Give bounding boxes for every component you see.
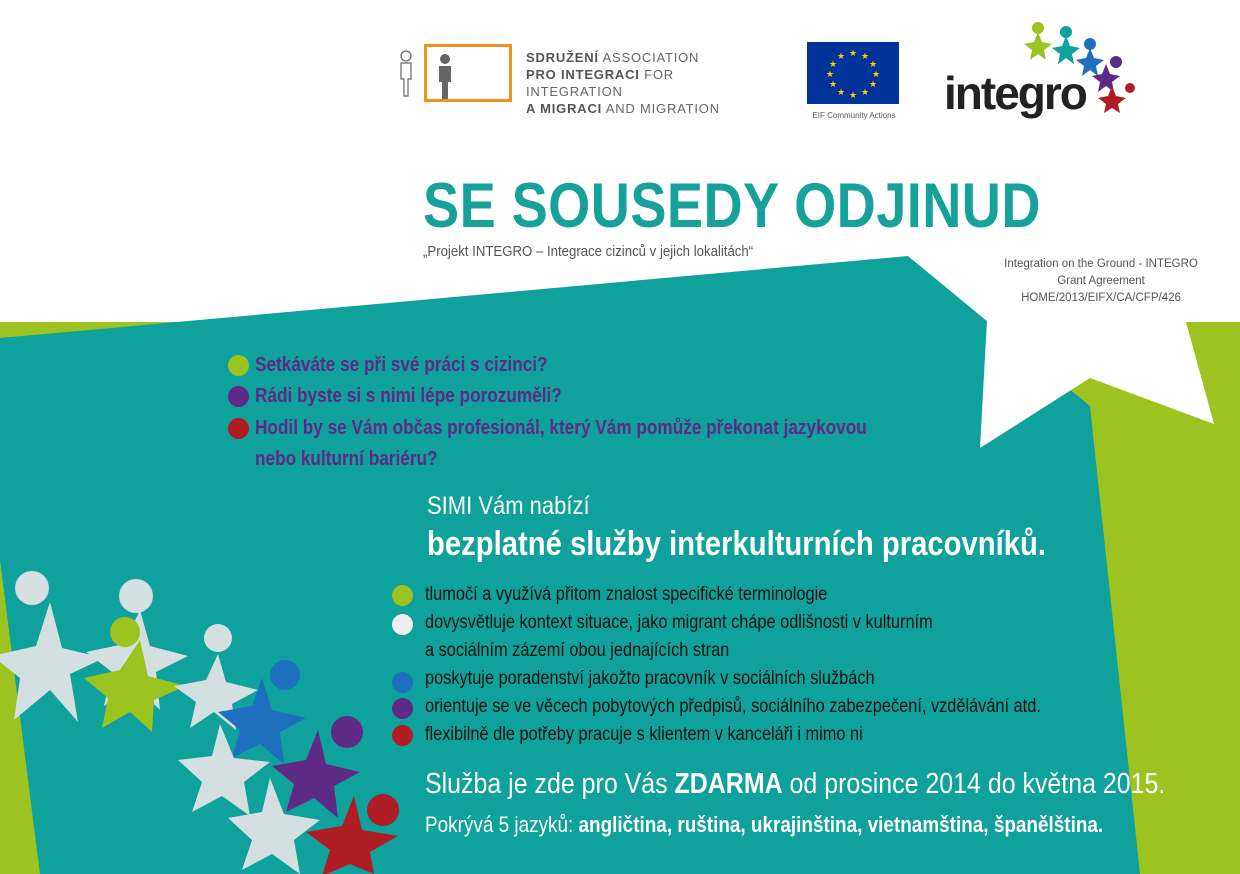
bullet-blue	[392, 672, 413, 693]
service-item: flexibilně dle potřeby pracuje s klientem v kanceláři i mimo ni	[425, 724, 863, 745]
person-outline-icon	[396, 50, 416, 98]
page-title: SE SOUSEDY ODJINUD	[423, 171, 1041, 241]
svg-text:★: ★	[825, 70, 835, 80]
svg-text:★: ★	[848, 91, 858, 101]
svg-text:★: ★	[860, 52, 870, 62]
question-3: Hodil by se Vám občas profesionál, který Vám pomůže překonat jazykovou	[255, 417, 867, 439]
svg-text:★: ★	[848, 49, 858, 59]
free-service-notice: Služba je zde pro Vás ZDARMA od prosince 2014 do května 2015.	[425, 768, 1166, 800]
question-bullet-red	[228, 418, 249, 439]
eu-caption: EIF Community Actions	[812, 111, 896, 120]
association-line: PRO INTEGRACI FOR INTEGRATION	[526, 67, 674, 99]
decorative-people-stars	[0, 560, 400, 874]
association-line: SDRUŽENÍ ASSOCIATION	[526, 50, 700, 65]
languages-notice: Pokrývá 5 jazyků: angličtina, ruština, ukrajinština, vietnamština, španělština.	[425, 812, 1104, 837]
person-silhouette-icon	[435, 53, 455, 99]
simi-logo	[396, 42, 766, 116]
service-item: poskytuje poradenství jakožto pracovník v sociálních službách	[425, 668, 875, 689]
association-line: A MIGRACI AND MIGRATION	[526, 101, 720, 116]
bullet-purple	[392, 698, 413, 719]
svg-text:★: ★	[836, 52, 846, 62]
association-name	[526, 49, 766, 117]
service-item-continued: a sociálním zázemí obou jednajících stran	[425, 640, 730, 661]
grant-line-1: Integration on the Ground - INTEGRO	[1004, 258, 1198, 270]
integro-logo	[940, 18, 1140, 133]
eu-flag-icon	[807, 42, 899, 104]
lime-person	[84, 617, 186, 732]
service-item: orientuje se ve věcech pobytových předpisů, sociálního zabezpečení, vzdělávání atd.	[425, 696, 1041, 717]
svg-text:★: ★	[828, 80, 838, 90]
question-3-continued: nebo kulturní bariéru?	[255, 448, 438, 470]
svg-text:★: ★	[868, 80, 878, 90]
grant-line-2: Grant Agreement HOME/2013/EIFX/CA/CFP/426	[1021, 275, 1181, 304]
svg-text:★: ★	[836, 88, 846, 98]
bullet-red	[392, 725, 413, 746]
service-item: dovysvětluje kontext situace, jako migrant chápe odlišnosti v kulturním	[425, 612, 933, 633]
bullet-white	[392, 614, 413, 635]
eu-stars-icon	[807, 42, 899, 104]
grant-info	[985, 256, 1217, 307]
question-2: Rádi byste si s nimi lépe porozuměli?	[255, 385, 562, 407]
service-item: tlumočí a využívá přitom znalost specifické terminologie	[425, 584, 828, 605]
white-person-1	[0, 571, 104, 722]
question-1: Setkáváte se při své práci s cizinci?	[255, 354, 548, 376]
svg-text:★: ★	[868, 60, 878, 70]
blue-person	[218, 660, 306, 764]
offer-headline: bezplatné služby interkulturních pracovníků.	[427, 525, 1047, 563]
bullet-lime	[392, 585, 413, 606]
question-bullet-lime	[228, 355, 249, 376]
svg-text:★: ★	[860, 88, 870, 98]
svg-text:★: ★	[871, 70, 881, 80]
question-bullet-purple	[228, 386, 249, 407]
page-subtitle: „Projekt INTEGRO – Integrace cizinců v jejich lokalitách“	[423, 243, 754, 260]
red-person	[306, 794, 399, 874]
integro-wordmark: integro	[944, 67, 1086, 119]
offer-intro: SIMI Vám nabízí	[427, 492, 590, 520]
simi-logo-box	[424, 44, 512, 102]
svg-text:★: ★	[828, 60, 838, 70]
purple-person	[272, 716, 363, 818]
